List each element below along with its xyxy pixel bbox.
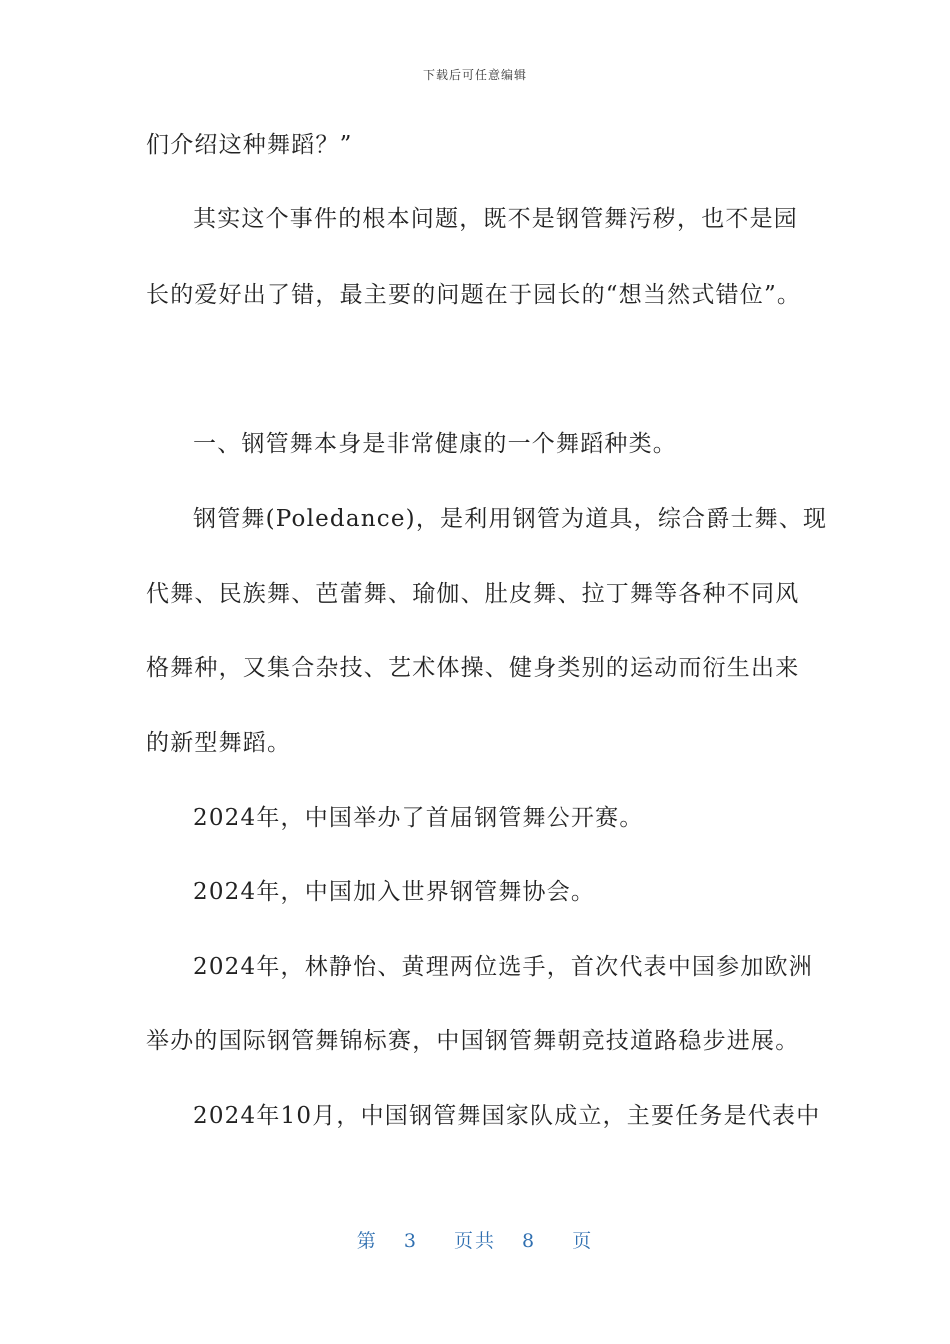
text-line: 2024年10月，中国钢管舞国家队成立，主要任务是代表中 <box>193 1103 821 1129</box>
text-line: 代舞、民族舞、芭蕾舞、瑜伽、肚皮舞、拉丁舞等各种不同风 <box>146 581 800 607</box>
text-line: 2024年，林静怡、黄理两位选手，首次代表中国参加欧洲 <box>193 954 813 980</box>
text-line: 钢管舞(Poledance)，是利用钢管为道具，综合爵士舞、现 <box>193 506 828 532</box>
footer-prefix: 第 <box>356 1230 378 1252</box>
text-line: 举办的国际钢管舞锦标赛，中国钢管舞朝竞技道路稳步进展。 <box>146 1028 800 1054</box>
footer-middle: 页共 <box>453 1230 496 1252</box>
text-line: 2024年，中国加入世界钢管舞协会。 <box>193 879 596 905</box>
total-pages-number: 8 <box>522 1230 537 1252</box>
text-line: 格舞种，又集合杂技、艺术体操、健身类别的运动而衍生出来 <box>146 655 800 681</box>
text-line: 们介绍这种舞蹈？” <box>146 132 353 158</box>
current-page-number: 3 <box>403 1230 418 1252</box>
footer-suffix: 页 <box>572 1230 594 1252</box>
text-line: 2024年，中国举办了首届钢管舞公开赛。 <box>193 805 644 831</box>
text-line: 长的爱好出了错，最主要的问题在于园长的“想当然式错位”。 <box>146 282 802 308</box>
section-heading: 一、钢管舞本身是非常健康的一个舞蹈种类。 <box>193 431 677 457</box>
text-line: 其实这个事件的根本问题，既不是钢管舞污秽，也不是园 <box>193 206 798 232</box>
page-footer <box>0 1226 950 1253</box>
header-note: 下载后可任意编辑 <box>422 68 527 82</box>
text-line: 的新型舞蹈。 <box>146 730 292 756</box>
